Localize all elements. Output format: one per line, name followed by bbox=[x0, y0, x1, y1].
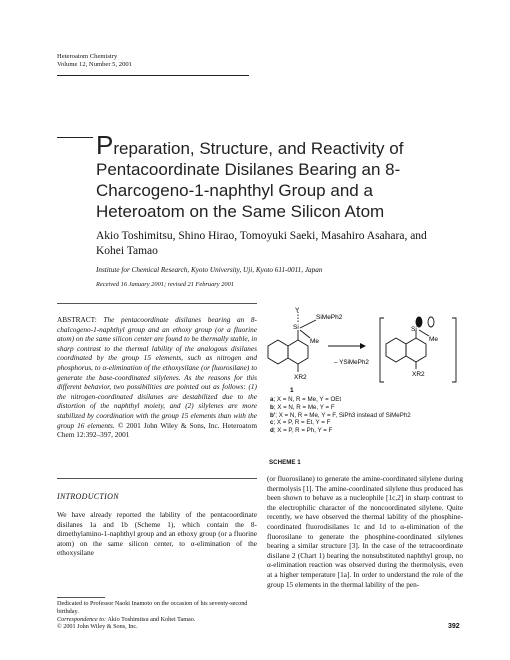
compound-1-structure bbox=[268, 312, 316, 372]
intro-heading: INTRODUCTION bbox=[57, 492, 119, 501]
article-title bbox=[96, 130, 456, 222]
authors: Akio Toshimitsu, Shino Hirao, Tomoyuki Saeki, Masahiro Asahara, and Kohei Tamao bbox=[96, 230, 427, 257]
arrow-head bbox=[360, 343, 366, 349]
empty-p-orbital bbox=[428, 317, 434, 327]
me-label: Me bbox=[310, 338, 320, 345]
right-column-text: (or fluorosilane) to generate the amine-coordinated silylene during thermolysis [1]. The amine-coordinated silylene thus produced has been shown to behave as a nucleophile [1c,2] in sharp contrast to the electrophilic character of the noncoordinated silylene. Quite recently, we have observed the thermal lability of the phosphine-coordinated fluorodisilanes 1c and 1d to α-elimination of the fluorosilane to generate the phosphine-coordinated silylenes bearing a similar structure [3]. In the case of the tetracoordinate disilane 2 (Chart 1) bearing the nonsubstituted naphthyl group, no α-elimination reaction was observed during the thermolysis, even at a higher temperature [1a]. In order to understand the role of the group 15 elements in the thermal lability of the pen- bbox=[267, 474, 463, 589]
header-rule bbox=[57, 75, 249, 76]
silylene-me-label: Me bbox=[429, 336, 439, 343]
correspondence-label: Correspondence to: bbox=[57, 615, 107, 623]
footnote-copyright: © 2001 John Wiley & Sons, Inc. bbox=[57, 623, 138, 631]
bracket-left bbox=[380, 318, 384, 382]
xr-label: XR2 bbox=[294, 374, 307, 381]
footnotes bbox=[57, 600, 257, 631]
me-bond bbox=[300, 330, 310, 338]
scheme-label: SCHEME 1 bbox=[269, 459, 301, 466]
legend-item: d; X = P, R = Ph, Y = F bbox=[270, 427, 333, 435]
abstract-copyright: © 2001 John Wiley & Sons, Inc. Heteroatom Chem 12:392–397, 2001 bbox=[57, 420, 257, 440]
footnote-rule bbox=[57, 597, 105, 598]
dedication-note: Dedicated to Professor Naoki Inamoto on the occasion of his seventy-second birthday. bbox=[57, 600, 248, 615]
silylene-ring-left bbox=[386, 338, 406, 362]
silylene-si-label: Si bbox=[411, 326, 417, 333]
elimination-label: – YSiMePh2 bbox=[334, 359, 369, 366]
intro-text: We have already reported the lability of the pentacoordinate disilanes 1a and 1b (Scheme 1), which contain the 8-dimethylamino-1-naphthyl group and an ethoxy group (or a fluorine atom) on the same silicon center, to α-elimination of the ethoxysilane bbox=[57, 510, 257, 558]
correspondence-note bbox=[57, 616, 257, 624]
abstract bbox=[57, 315, 257, 440]
page-number: 392 bbox=[448, 623, 460, 630]
scheme-1-diagram bbox=[266, 306, 466, 396]
received-dates: Received 16 January 2001; revised 21 February 2001 bbox=[96, 281, 235, 288]
affiliation: Institute for Chemical Research, Kyoto University, Uji, Kyoto 611-0011, Japan bbox=[96, 266, 323, 274]
title-rule bbox=[57, 137, 93, 138]
legend-item: a; X = N, R = Me, Y = OEt bbox=[270, 396, 342, 403]
legend-item: b'; X = N, R = Me, Y = F, SiPh3 instead of SiMePh2 bbox=[270, 411, 411, 419]
correspondence-names: Akio Toshimitsu and Kohei Tamao. bbox=[107, 615, 196, 623]
sime-label: SiMePh2 bbox=[316, 314, 343, 321]
abstract-top-rule bbox=[57, 303, 257, 304]
silylene-me-bond bbox=[419, 330, 429, 336]
journal-volume: Volume 12, Number 5, 2001 bbox=[57, 61, 132, 68]
silylene-xr-label: XR2 bbox=[412, 371, 425, 378]
lone-pair-lobe bbox=[416, 317, 422, 327]
naphthalene-ring-right bbox=[288, 340, 308, 364]
bracket-right bbox=[452, 318, 456, 382]
journal-header bbox=[57, 53, 132, 69]
compound-number: 1 bbox=[290, 387, 294, 394]
title-initial: P bbox=[96, 130, 114, 160]
legend-item: c; X = P, R = Et, Y = F bbox=[270, 419, 331, 427]
silylene-ring-right bbox=[406, 338, 426, 362]
abstract-text: The pentacoordinate disilanes bearing an 8-chalcogeno-1-naphthyl group and an ethoxy group (or a fluorine atom) on the same silicon center are found to be thermally stable, in sharp contrast to the thermal lability of the analogous disilanes coordinated by the group 15 elements, such as nitrogen and phosphorus, to α-elimination of the ethoxysilane (or fluorosilane) to generate the base-coordinated silylenes. As the reasons for this different behavior, two possibilities are pointed out as follows: (1) the nitrogen-coordinated disilanes are destabilized due to the distortion of the naphthyl moiety, and (2) silylenes are more stabilized by coordination with the group 15 elements than with the group 16 elements. bbox=[57, 315, 257, 430]
abstract-label: ABSTRACT: bbox=[57, 315, 97, 324]
scheme-legend bbox=[270, 396, 411, 435]
y-label: Y bbox=[295, 307, 300, 314]
journal-name: Heteroatom Chemistry bbox=[57, 53, 118, 60]
title-rest: reparation, Structure, and Reactivity of Pentacoordinate Disilanes Bearing an 8-Charcogeno-1-naphthyl Group and a Heteroatom on the Same Silicon Atom bbox=[96, 139, 404, 221]
si-label: Si bbox=[293, 324, 299, 331]
abstract-bottom-rule bbox=[57, 478, 257, 479]
naphthalene-ring-left bbox=[268, 340, 288, 364]
sime-bond bbox=[300, 320, 316, 328]
legend-item: b; X = N, R = Me, Y = F bbox=[270, 403, 335, 411]
